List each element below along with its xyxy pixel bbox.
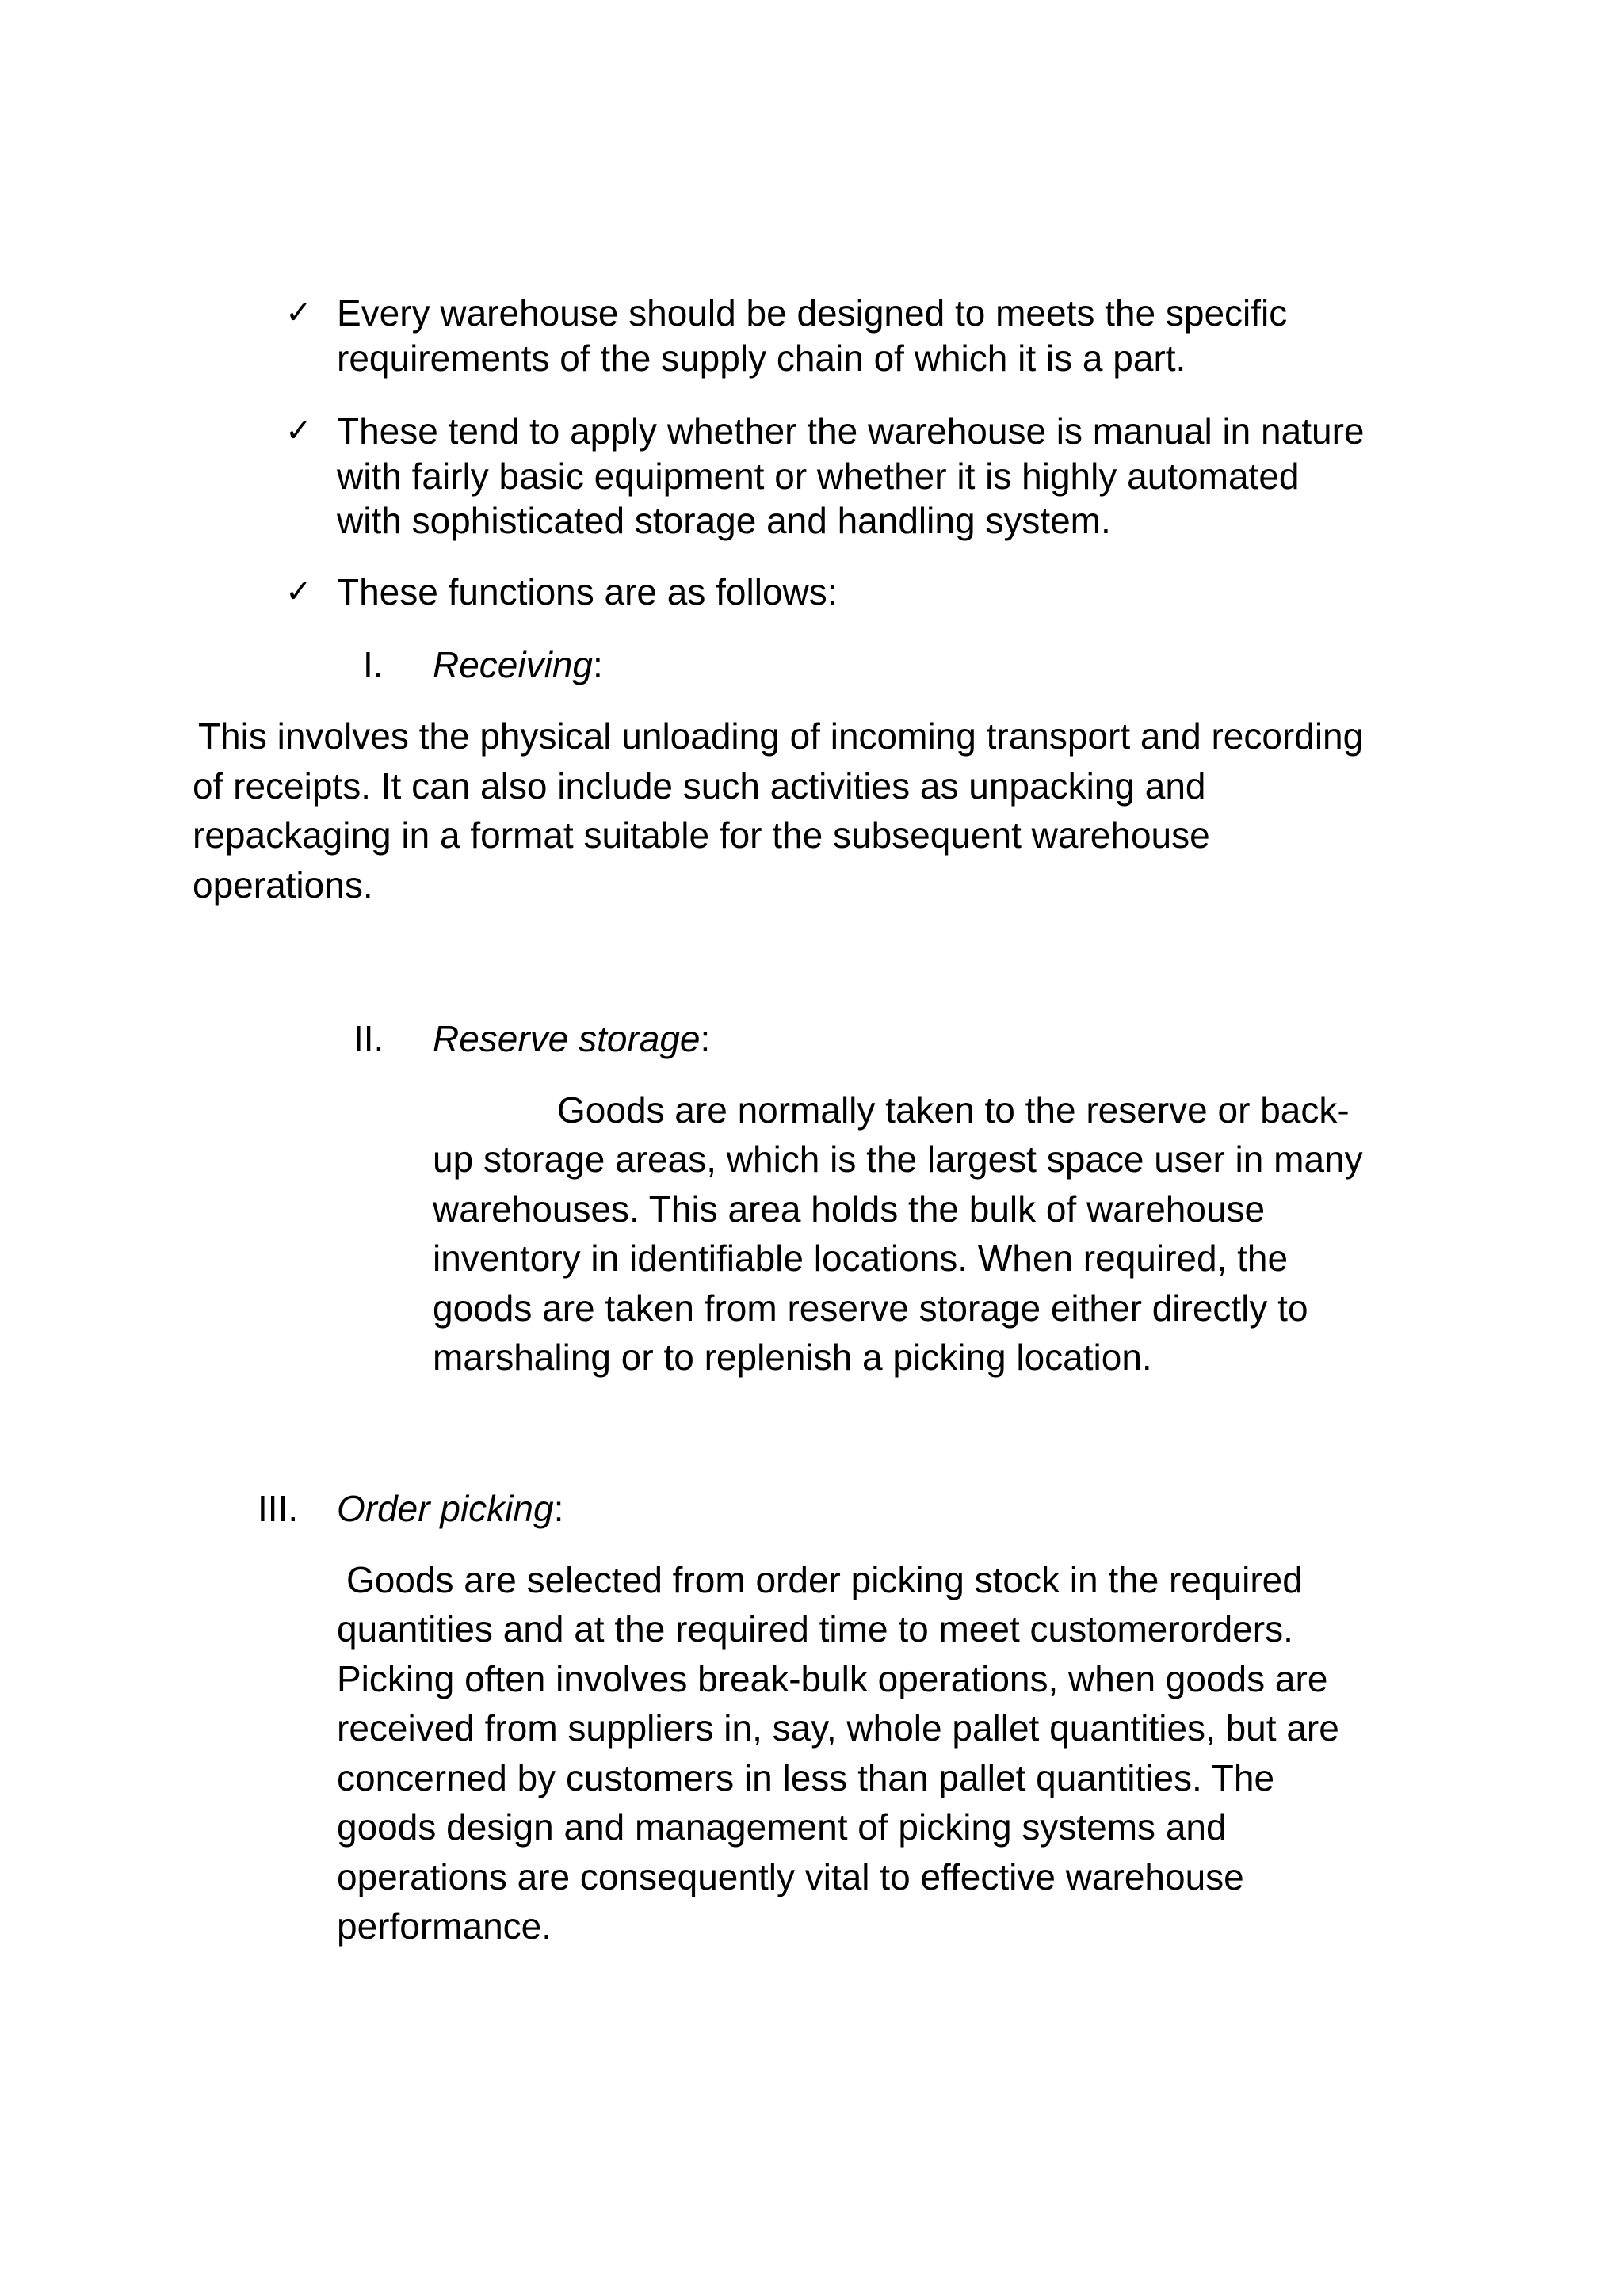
bullet-3-line-1: These functions are as follows:: [337, 571, 838, 612]
checkmark-icon: ✓: [285, 413, 312, 449]
section-1-line-1: This involves the physical unloading of incoming transport and recording: [189, 715, 1364, 757]
section-1-line-2: of receipts. It can also include such activities as unpacking and: [193, 765, 1206, 807]
checkmark-icon: ✓: [285, 295, 312, 331]
checkmark-icon: ✓: [285, 574, 312, 610]
section-2-numeral: II.: [353, 1018, 384, 1059]
section-3-heading: [337, 1484, 563, 1533]
bullet-1-line-1: Every warehouse should be designed to meets the specific: [337, 292, 1288, 334]
section-3-line-6: goods design and management of picking systems and: [337, 1806, 1227, 1848]
section-3-line-7: operations are consequently vital to effective warehouse: [337, 1856, 1244, 1897]
section-3-line-5: concerned by customers in less than pallet quantities. The: [337, 1757, 1275, 1798]
section-1-line-4: operations.: [193, 864, 373, 906]
section-2-line-1: Goods are normally taken to the reserve or back-: [557, 1089, 1350, 1131]
section-1-heading: [433, 640, 603, 689]
bullet-2-line-3: with sophisticated storage and handling system.: [337, 500, 1111, 541]
bullet-2-line-1: These tend to apply whether the warehouse is manual in nature: [337, 410, 1365, 452]
section-2-line-4: inventory in identifiable locations. When required, the: [433, 1238, 1289, 1279]
section-3-title: Order picking: [337, 1488, 554, 1529]
section-2-line-6: marshaling or to replenish a picking location.: [433, 1337, 1152, 1378]
section-2-line-3: warehouses. This area holds the bulk of warehouse: [433, 1188, 1266, 1230]
section-3-colon: :: [553, 1488, 564, 1529]
section-3-line-4: received from suppliers in, say, whole pallet quantities, but are: [337, 1707, 1339, 1749]
section-2-line-5: goods are taken from reserve storage either directly to: [433, 1287, 1308, 1329]
section-3-line-1: Goods are selected from order picking stock in the required: [346, 1559, 1303, 1600]
section-1-colon: :: [593, 644, 603, 685]
section-2-colon: :: [700, 1018, 711, 1059]
section-2-title: Reserve storage: [433, 1018, 701, 1059]
section-3-numeral: III.: [258, 1488, 299, 1529]
section-3-line-8: performance.: [337, 1905, 552, 1947]
section-2-line-2: up storage areas, which is the largest space user in many: [433, 1138, 1363, 1180]
bullet-2-line-2: with fairly basic equipment or whether it is highly automated: [337, 456, 1300, 497]
section-3-line-2: quantities and at the required time to meet customerorders.: [337, 1608, 1293, 1650]
section-1-numeral: I.: [363, 644, 384, 685]
section-3-line-3: Picking often involves break-bulk operations, when goods are: [337, 1658, 1328, 1699]
section-1-title: Receiving: [433, 644, 593, 685]
section-1-line-3: repackaging in a format suitable for the subsequent warehouse: [193, 814, 1210, 856]
section-2-heading: [433, 1014, 710, 1063]
bullet-1-line-2: requirements of the supply chain of which it is a part.: [337, 338, 1186, 379]
